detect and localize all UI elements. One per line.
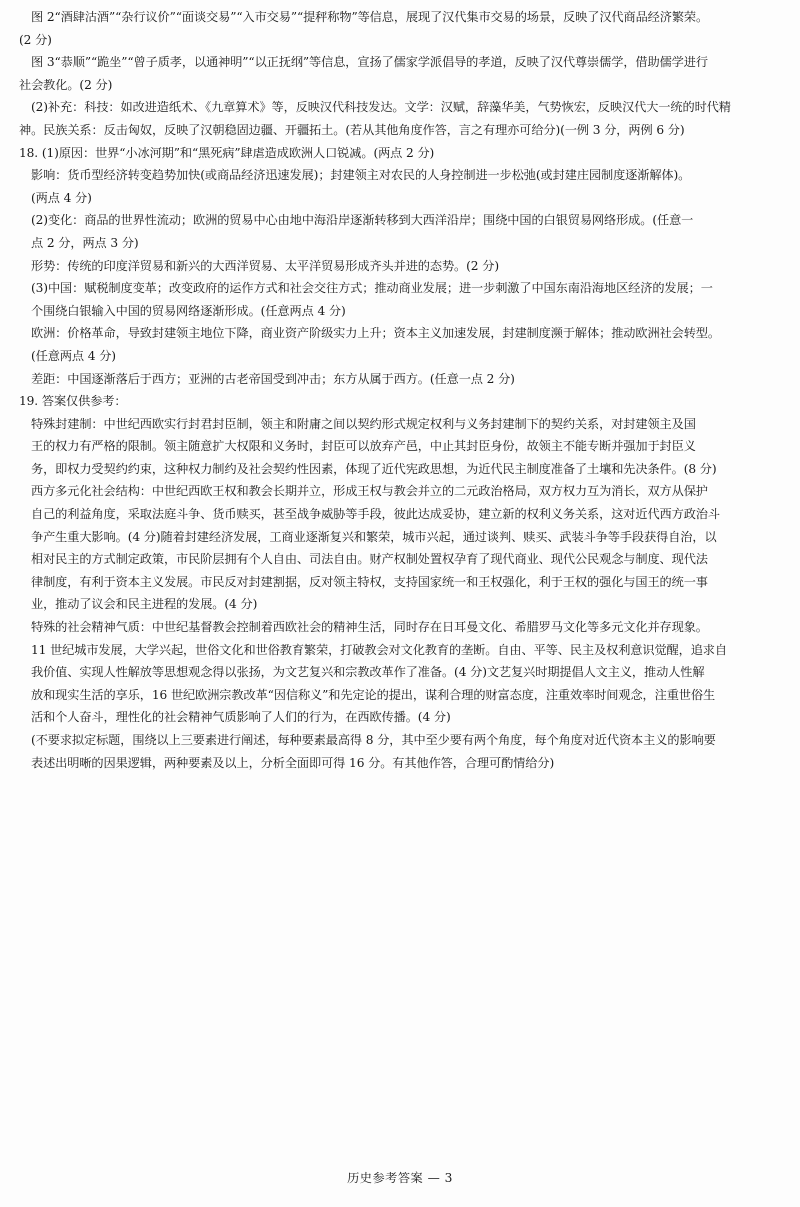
text-line: 西方多元化社会结构：中世纪西欧王权和教会长期并立，形成王权与教会并立的二元政治格局，双方权力互为消长，双方从保护 bbox=[31, 484, 708, 499]
text-line: 差距：中国逐渐落后于西方；亚洲的古老帝国受到冲击；东方从属于西方。(任意一点 2 分) bbox=[31, 371, 515, 386]
text-line: 特殊的社会精神气质：中世纪基督教会控制着西欧社会的精神生活，同时存在日耳曼文化、希腊罗马文化等多元文化并存现象。 bbox=[31, 620, 708, 635]
text-line: 放和现实生活的享乐，16 世纪欧洲宗教改革“因信称义”和先定论的提出，谋利合理的财富态度，注重效率时间观念，注重世俗生 bbox=[31, 687, 716, 702]
text-line: 社会教化。(2 分) bbox=[19, 77, 113, 92]
text-line: (2)变化：商品的世界性流动；欧洲的贸易中心由地中海沿岸逐渐转移到大西洋沿岸；围绕中国的白银贸易网络形成。(任意一 bbox=[31, 213, 694, 228]
text-line: (任意两点 4 分) bbox=[31, 348, 116, 363]
question-18-heading: 18. (1)原因：世界“小冰河期”和“黑死病”肆虐造成欧洲人口锐减。(两点 2 分) bbox=[19, 145, 435, 160]
text-line: 特殊封建制：中世纪西欧实行封君封臣制，领主和附庸之间以契约形式规定权利与义务封建制下的契约关系，对封建领主及国 bbox=[31, 416, 696, 431]
text-line: (2 分) bbox=[19, 32, 52, 47]
text-line: 争产生重大影响。(4 分)随着封建经济发展，工商业逐渐复兴和繁荣，城市兴起，通过谈判、赎买、武装斗争等手段获得自治，以 bbox=[31, 529, 717, 544]
text-line: (2)补充：科技：如改进造纸术、《九章算术》等，反映汉代科技发达。文学：汉赋，辞藻华美，气势恢宏，反映汉代大一统的时代精 bbox=[31, 100, 731, 115]
page-footer: 历史参考答案 — 3 bbox=[347, 1171, 453, 1185]
text-line: 相对民主的方式制定政策，市民阶层拥有个人自由、司法自由。财产权制处置权孕育了现代商业、现代公民观念与制度、现代法 bbox=[31, 552, 708, 567]
text-line: 点 2 分，两点 3 分) bbox=[31, 235, 139, 250]
text-line: 神。民族关系：反击匈奴，反映了汉朝稳固边疆、开疆拓土。(若从其他角度作答，言之有理亦可给分)(一例 3 分，两例 6 分) bbox=[19, 122, 685, 137]
question-19-heading: 19. 答案仅供参考： bbox=[19, 394, 127, 409]
text-line: 务，即权力受契约约束，这种权力制约及社会契约性因素，体现了近代宪政思想，为近代民主制度准备了土壤和先决条件。(8 分) bbox=[31, 461, 717, 476]
text-line: 欧洲：价格革命，导致封建领主地位下降，商业资产阶级实力上升；资本主义加速发展，封建制度濒于解体；推动欧洲社会转型。 bbox=[31, 326, 720, 341]
text-line: 图 2“酒肆沽酒”“杂行议价”“面谈交易”“入市交易”“提秤称物”等信息，展现了汉代集市交易的场景，反映了汉代商品经济繁荣。 bbox=[31, 10, 709, 24]
text-line: 形势：传统的印度洋贸易和新兴的大西洋贸易、太平洋贸易形成齐头并进的态势。(2 分) bbox=[31, 258, 499, 273]
text-line: 自己的利益角度，采取法庭斗争、货币赎买，甚至战争威胁等手段，彼此达成妥协，建立新的权利义务关系，这对近代西方政治斗 bbox=[31, 507, 720, 522]
text-line: 律制度，有利于资本主义发展。市民反对封建割据，反对领主特权，支持国家统一和王权强化，利于王权的强化与国王的统一事 bbox=[31, 574, 708, 589]
answer-text-body bbox=[19, 6, 787, 774]
text-line: 影响：货币型经济转变趋势加快(或商品经济迅速发展)；封建领主对农民的人身控制进一步松弛(或封建庄园制度逐渐解体)。 bbox=[31, 168, 691, 183]
text-line: 11 世纪城市发展，大学兴起，世俗文化和世俗教育繁荣，打破教会对文化教育的垄断。自由、平等、民主及权利意识觉醒，追求自 bbox=[31, 642, 727, 657]
text-line: 我价值、实现人性解放等思想观念得以张扬，为文艺复兴和宗教改革作了准备。(4 分)文艺复兴时期提倡人文主义，推动人性解 bbox=[31, 665, 705, 680]
text-line: 业，推动了议会和民主进程的发展。(4 分) bbox=[31, 597, 258, 612]
text-line: 个围绕白银输入中国的贸易网络逐渐形成。(任意两点 4 分) bbox=[31, 303, 346, 318]
text-line: (不要求拟定标题，围绕以上三要素进行阐述，每种要素最高得 8 分，其中至少要有两个角度，每个角度对近代资本主义的影响要 bbox=[31, 733, 716, 747]
text-line: 图 3“恭顺”“跪坐”“曾子质孝，以通神明”“以正抚纲”等信息，宣扬了儒家学派倡导的孝道，反映了汉代尊崇儒学，借助儒学进行 bbox=[31, 55, 708, 70]
text-line: 王的权力有严格的限制。领主随意扩大权限和义务时，封臣可以放弃产邑，中止其封臣身份，故领主不能专断并强加于封臣义 bbox=[31, 439, 696, 454]
text-line: (两点 4 分) bbox=[31, 190, 92, 205]
text-line: (3)中国：赋税制度变革；改变政府的运作方式和社会交往方式；推动商业发展；进一步刺激了中国东南沿海地区经济的发展；一 bbox=[31, 281, 713, 296]
text-line: 活和个人奋斗，理性化的社会精神气质影响了人们的行为，在西欧传播。(4 分) bbox=[31, 710, 451, 725]
text-line: 表述出明晰的因果逻辑，两种要素及以上，分析全面即可得 16 分。有其他作答，合理可酌情给分) bbox=[31, 755, 555, 770]
